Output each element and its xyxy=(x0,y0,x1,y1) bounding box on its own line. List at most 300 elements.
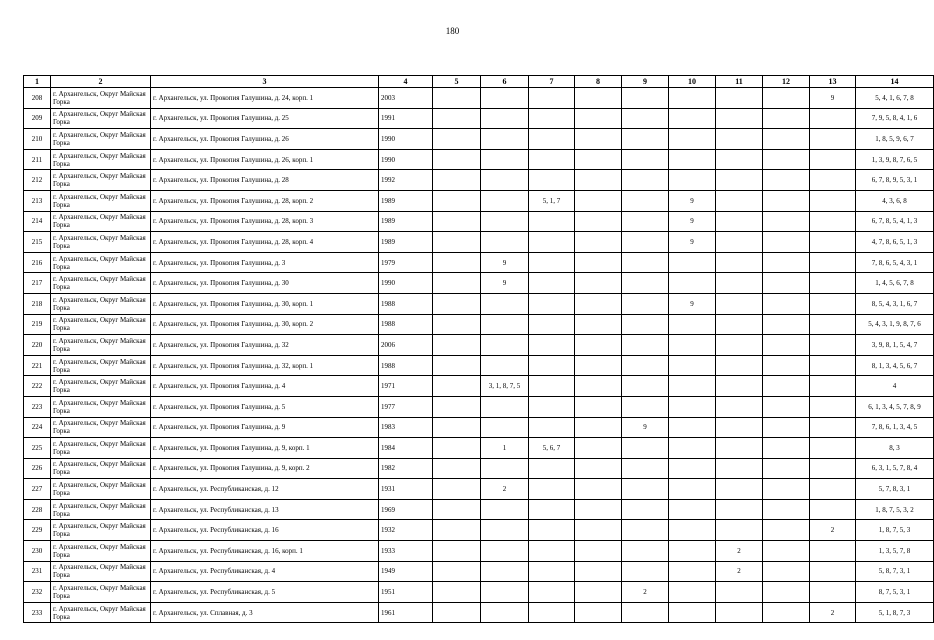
col5-cell xyxy=(433,335,481,356)
col5-cell xyxy=(433,252,481,273)
col13-cell xyxy=(810,108,856,129)
col14-cell: 5, 4, 1, 6, 7, 8 xyxy=(856,88,934,109)
col6-cell xyxy=(481,129,529,150)
col9-cell xyxy=(622,314,669,335)
col13-cell xyxy=(810,376,856,397)
col9-cell xyxy=(622,438,669,459)
col10-cell xyxy=(669,458,716,479)
address-cell: г. Архангельск, ул. Прокопия Галушина, д. 26, корп. 1 xyxy=(151,149,379,170)
col5-cell xyxy=(433,355,481,376)
year-cell: 1983 xyxy=(379,417,433,438)
address-cell: г. Архангельск, ул. Республиканская, д. 12 xyxy=(151,479,379,500)
col13-cell: 2 xyxy=(810,520,856,541)
year-cell: 1961 xyxy=(379,602,433,623)
col8-cell xyxy=(575,88,622,109)
table-row xyxy=(24,561,934,582)
col14-cell: 4, 3, 6, 8 xyxy=(856,190,934,211)
col7-cell: 5, 1, 7 xyxy=(529,190,575,211)
col10-cell xyxy=(669,438,716,459)
col10-cell: 9 xyxy=(669,211,716,232)
col6-cell xyxy=(481,458,529,479)
col7-cell xyxy=(529,479,575,500)
address-cell: г. Архангельск, ул. Прокопия Галушина, д. 9, корп. 1 xyxy=(151,438,379,459)
row-number: 230 xyxy=(24,541,51,562)
col11-cell xyxy=(716,479,763,500)
col6-cell xyxy=(481,108,529,129)
col9-cell xyxy=(622,232,669,253)
col14-cell: 7, 8, 6, 1, 3, 4, 5 xyxy=(856,417,934,438)
col14-cell: 4, 7, 8, 6, 5, 1, 3 xyxy=(856,232,934,253)
col14-cell: 8, 5, 4, 3, 1, 6, 7 xyxy=(856,293,934,314)
col9-cell xyxy=(622,396,669,417)
col8-cell xyxy=(575,252,622,273)
year-cell: 1988 xyxy=(379,314,433,335)
col9-cell xyxy=(622,561,669,582)
col5-cell xyxy=(433,170,481,191)
col10-cell xyxy=(669,376,716,397)
address-cell: г. Архангельск, ул. Прокопия Галушина, д. 9, корп. 2 xyxy=(151,458,379,479)
address-cell: г. Архангельск, ул. Республиканская, д. 4 xyxy=(151,561,379,582)
row-number: 218 xyxy=(24,293,51,314)
col8-cell xyxy=(575,541,622,562)
col13-cell xyxy=(810,211,856,232)
row-number: 216 xyxy=(24,252,51,273)
col8-cell xyxy=(575,108,622,129)
year-cell: 1969 xyxy=(379,499,433,520)
col10-cell xyxy=(669,355,716,376)
year-cell: 1951 xyxy=(379,582,433,603)
column-header: 10 xyxy=(669,76,716,88)
col11-cell xyxy=(716,190,763,211)
col8-cell xyxy=(575,499,622,520)
table-row xyxy=(24,376,934,397)
row-number: 222 xyxy=(24,376,51,397)
locality-cell: г. Архангельск, Округ Майская Горка xyxy=(51,355,151,376)
col9-cell xyxy=(622,376,669,397)
address-cell: г. Архангельск, ул. Прокопия Галушина, д. 30, корп. 1 xyxy=(151,293,379,314)
year-cell: 1992 xyxy=(379,170,433,191)
col9-cell xyxy=(622,170,669,191)
table-body xyxy=(24,88,934,623)
col8-cell xyxy=(575,520,622,541)
table-row xyxy=(24,314,934,335)
col11-cell xyxy=(716,211,763,232)
col11-cell xyxy=(716,88,763,109)
col9-cell xyxy=(622,499,669,520)
col14-cell: 5, 8, 7, 3, 1 xyxy=(856,561,934,582)
row-number: 227 xyxy=(24,479,51,500)
col5-cell xyxy=(433,149,481,170)
col9-cell xyxy=(622,355,669,376)
col12-cell xyxy=(763,252,810,273)
address-cell: г. Архангельск, ул. Прокопия Галушина, д. 3 xyxy=(151,252,379,273)
column-header: 2 xyxy=(51,76,151,88)
year-cell: 1990 xyxy=(379,129,433,150)
col5-cell xyxy=(433,499,481,520)
row-number: 208 xyxy=(24,88,51,109)
col10-cell xyxy=(669,520,716,541)
col9-cell xyxy=(622,541,669,562)
col7-cell xyxy=(529,273,575,294)
column-header: 12 xyxy=(763,76,810,88)
locality-cell: г. Архангельск, Округ Майская Горка xyxy=(51,108,151,129)
locality-cell: г. Архангельск, Округ Майская Горка xyxy=(51,561,151,582)
row-number: 215 xyxy=(24,232,51,253)
col6-cell: 9 xyxy=(481,273,529,294)
col10-cell xyxy=(669,561,716,582)
col13-cell xyxy=(810,335,856,356)
table-row xyxy=(24,520,934,541)
table-row xyxy=(24,252,934,273)
address-cell: г. Архангельск, ул. Прокопия Галушина, д. 24, корп. 1 xyxy=(151,88,379,109)
column-header: 4 xyxy=(379,76,433,88)
col7-cell xyxy=(529,108,575,129)
table-row xyxy=(24,232,934,253)
col10-cell: 9 xyxy=(669,232,716,253)
col13-cell xyxy=(810,293,856,314)
table-row xyxy=(24,170,934,191)
table-row xyxy=(24,211,934,232)
col6-cell xyxy=(481,88,529,109)
col11-cell xyxy=(716,438,763,459)
table-row xyxy=(24,582,934,603)
col5-cell xyxy=(433,396,481,417)
col9-cell xyxy=(622,520,669,541)
col8-cell xyxy=(575,232,622,253)
col14-cell: 6, 7, 8, 9, 5, 3, 1 xyxy=(856,170,934,191)
col10-cell xyxy=(669,170,716,191)
year-cell: 1971 xyxy=(379,376,433,397)
col11-cell xyxy=(716,520,763,541)
year-cell: 1988 xyxy=(379,355,433,376)
column-header: 11 xyxy=(716,76,763,88)
col6-cell xyxy=(481,232,529,253)
col10-cell: 9 xyxy=(669,190,716,211)
col6-cell xyxy=(481,602,529,623)
col9-cell xyxy=(622,293,669,314)
address-cell: г. Архангельск, ул. Республиканская, д. 16 xyxy=(151,520,379,541)
col8-cell xyxy=(575,149,622,170)
header-row xyxy=(24,76,934,88)
col8-cell xyxy=(575,314,622,335)
col12-cell xyxy=(763,335,810,356)
col13-cell xyxy=(810,170,856,191)
col7-cell xyxy=(529,293,575,314)
col8-cell xyxy=(575,582,622,603)
col14-cell: 1, 3, 9, 8, 7, 6, 5 xyxy=(856,149,934,170)
col13-cell xyxy=(810,232,856,253)
locality-cell: г. Архангельск, Округ Майская Горка xyxy=(51,88,151,109)
col6-cell xyxy=(481,582,529,603)
table-row xyxy=(24,499,934,520)
year-cell: 1977 xyxy=(379,396,433,417)
locality-cell: г. Архангельск, Округ Майская Горка xyxy=(51,438,151,459)
col14-cell: 5, 4, 3, 1, 9, 8, 7, 6 xyxy=(856,314,934,335)
col9-cell xyxy=(622,108,669,129)
data-table xyxy=(23,75,934,623)
col14-cell: 7, 8, 6, 5, 4, 3, 1 xyxy=(856,252,934,273)
col9-cell xyxy=(622,190,669,211)
col9-cell xyxy=(622,273,669,294)
locality-cell: г. Архангельск, Округ Майская Горка xyxy=(51,396,151,417)
col5-cell xyxy=(433,458,481,479)
col9-cell xyxy=(622,88,669,109)
table-row xyxy=(24,108,934,129)
col14-cell: 1, 8, 5, 9, 6, 7 xyxy=(856,129,934,150)
table-row xyxy=(24,129,934,150)
col10-cell xyxy=(669,396,716,417)
col9-cell: 9 xyxy=(622,417,669,438)
year-cell: 1931 xyxy=(379,479,433,500)
col7-cell xyxy=(529,252,575,273)
col10-cell xyxy=(669,273,716,294)
col8-cell xyxy=(575,602,622,623)
year-cell: 1979 xyxy=(379,252,433,273)
address-cell: г. Архангельск, ул. Прокопия Галушина, д. 28, корп. 4 xyxy=(151,232,379,253)
col13-cell xyxy=(810,541,856,562)
col13-cell xyxy=(810,273,856,294)
col7-cell xyxy=(529,602,575,623)
col14-cell: 7, 9, 5, 8, 4, 1, 6 xyxy=(856,108,934,129)
year-cell: 1984 xyxy=(379,438,433,459)
column-header: 14 xyxy=(856,76,934,88)
col12-cell xyxy=(763,582,810,603)
address-cell: г. Архангельск, ул. Прокопия Галушина, д. 32, корп. 1 xyxy=(151,355,379,376)
col9-cell xyxy=(622,479,669,500)
col6-cell xyxy=(481,170,529,191)
col13-cell xyxy=(810,252,856,273)
table-row xyxy=(24,190,934,211)
table-row xyxy=(24,273,934,294)
col8-cell xyxy=(575,376,622,397)
col8-cell xyxy=(575,417,622,438)
col7-cell xyxy=(529,458,575,479)
col12-cell xyxy=(763,417,810,438)
address-cell: г. Архангельск, ул. Сплавная, д. 3 xyxy=(151,602,379,623)
row-number: 212 xyxy=(24,170,51,191)
col5-cell xyxy=(433,582,481,603)
col6-cell xyxy=(481,499,529,520)
col14-cell: 1, 8, 7, 5, 3 xyxy=(856,520,934,541)
col7-cell xyxy=(529,170,575,191)
col8-cell xyxy=(575,561,622,582)
col12-cell xyxy=(763,108,810,129)
row-number: 209 xyxy=(24,108,51,129)
row-number: 225 xyxy=(24,438,51,459)
address-cell: г. Архангельск, ул. Прокопия Галушина, д. 26 xyxy=(151,129,379,150)
col12-cell xyxy=(763,458,810,479)
row-number: 219 xyxy=(24,314,51,335)
col6-cell xyxy=(481,293,529,314)
table-row xyxy=(24,458,934,479)
table-row xyxy=(24,438,934,459)
col10-cell xyxy=(669,582,716,603)
col8-cell xyxy=(575,438,622,459)
locality-cell: г. Архангельск, Округ Майская Горка xyxy=(51,170,151,191)
column-header: 8 xyxy=(575,76,622,88)
col5-cell xyxy=(433,438,481,459)
col13-cell xyxy=(810,561,856,582)
column-header: 1 xyxy=(24,76,51,88)
locality-cell: г. Архангельск, Округ Майская Горка xyxy=(51,190,151,211)
table-row xyxy=(24,541,934,562)
col9-cell xyxy=(622,602,669,623)
col5-cell xyxy=(433,273,481,294)
col14-cell: 1, 8, 7, 5, 3, 2 xyxy=(856,499,934,520)
address-cell: г. Архангельск, ул. Прокопия Галушина, д. 28, корп. 3 xyxy=(151,211,379,232)
locality-cell: г. Архангельск, Округ Майская Горка xyxy=(51,149,151,170)
year-cell: 1990 xyxy=(379,149,433,170)
col7-cell xyxy=(529,232,575,253)
col14-cell: 4 xyxy=(856,376,934,397)
col8-cell xyxy=(575,129,622,150)
row-number: 226 xyxy=(24,458,51,479)
col6-cell xyxy=(481,314,529,335)
col7-cell: 5, 6, 7 xyxy=(529,438,575,459)
col12-cell xyxy=(763,520,810,541)
col8-cell xyxy=(575,396,622,417)
col8-cell xyxy=(575,355,622,376)
col11-cell xyxy=(716,232,763,253)
locality-cell: г. Архангельск, Округ Майская Горка xyxy=(51,458,151,479)
col5-cell xyxy=(433,479,481,500)
col10-cell xyxy=(669,602,716,623)
year-cell: 1982 xyxy=(379,458,433,479)
col6-cell: 1 xyxy=(481,438,529,459)
table-row xyxy=(24,88,934,109)
col12-cell xyxy=(763,376,810,397)
col5-cell xyxy=(433,541,481,562)
locality-cell: г. Архангельск, Округ Майская Горка xyxy=(51,417,151,438)
locality-cell: г. Архангельск, Округ Майская Горка xyxy=(51,479,151,500)
table-row xyxy=(24,602,934,623)
col7-cell xyxy=(529,376,575,397)
col10-cell xyxy=(669,479,716,500)
col7-cell xyxy=(529,129,575,150)
col7-cell xyxy=(529,396,575,417)
col14-cell: 5, 1, 8, 7, 3 xyxy=(856,602,934,623)
row-number: 229 xyxy=(24,520,51,541)
locality-cell: г. Архангельск, Округ Майская Горка xyxy=(51,499,151,520)
col8-cell xyxy=(575,479,622,500)
address-cell: г. Архангельск, ул. Прокопия Галушина, д. 5 xyxy=(151,396,379,417)
year-cell: 1989 xyxy=(379,232,433,253)
table-row xyxy=(24,355,934,376)
col9-cell xyxy=(622,129,669,150)
col14-cell: 3, 9, 8, 1, 5, 4, 7 xyxy=(856,335,934,356)
col7-cell xyxy=(529,88,575,109)
column-header: 5 xyxy=(433,76,481,88)
year-cell: 1989 xyxy=(379,190,433,211)
year-cell: 2003 xyxy=(379,88,433,109)
col12-cell xyxy=(763,190,810,211)
col14-cell: 5, 7, 8, 3, 1 xyxy=(856,479,934,500)
col5-cell xyxy=(433,190,481,211)
column-header: 13 xyxy=(810,76,856,88)
address-cell: г. Архангельск, ул. Республиканская, д. 5 xyxy=(151,582,379,603)
col6-cell xyxy=(481,211,529,232)
col9-cell xyxy=(622,252,669,273)
col14-cell: 8, 1, 3, 4, 5, 6, 7 xyxy=(856,355,934,376)
locality-cell: г. Архангельск, Округ Майская Горка xyxy=(51,273,151,294)
col10-cell xyxy=(669,417,716,438)
col11-cell: 2 xyxy=(716,561,763,582)
col5-cell xyxy=(433,293,481,314)
col7-cell xyxy=(529,211,575,232)
col7-cell xyxy=(529,314,575,335)
row-number: 214 xyxy=(24,211,51,232)
col6-cell xyxy=(481,396,529,417)
col11-cell xyxy=(716,314,763,335)
col12-cell xyxy=(763,149,810,170)
locality-cell: г. Архангельск, Округ Майская Горка xyxy=(51,314,151,335)
col9-cell xyxy=(622,458,669,479)
col5-cell xyxy=(433,129,481,150)
locality-cell: г. Архангельск, Округ Майская Горка xyxy=(51,541,151,562)
locality-cell: г. Архангельск, Округ Майская Горка xyxy=(51,232,151,253)
col14-cell: 1, 4, 5, 6, 7, 8 xyxy=(856,273,934,294)
col8-cell xyxy=(575,335,622,356)
col10-cell xyxy=(669,149,716,170)
col12-cell xyxy=(763,211,810,232)
address-cell: г. Архангельск, ул. Прокопия Галушина, д. 30, корп. 2 xyxy=(151,314,379,335)
table-row xyxy=(24,335,934,356)
col5-cell xyxy=(433,232,481,253)
col10-cell xyxy=(669,314,716,335)
col5-cell xyxy=(433,561,481,582)
col7-cell xyxy=(529,417,575,438)
col12-cell xyxy=(763,438,810,459)
col14-cell: 6, 1, 3, 4, 5, 7, 8, 9 xyxy=(856,396,934,417)
col12-cell xyxy=(763,170,810,191)
col13-cell: 2 xyxy=(810,602,856,623)
row-number: 231 xyxy=(24,561,51,582)
col5-cell xyxy=(433,88,481,109)
col11-cell xyxy=(716,335,763,356)
col10-cell xyxy=(669,129,716,150)
col14-cell: 6, 3, 1, 5, 7, 8, 4 xyxy=(856,458,934,479)
locality-cell: г. Архангельск, Округ Майская Горка xyxy=(51,602,151,623)
col13-cell xyxy=(810,438,856,459)
col12-cell xyxy=(763,129,810,150)
col5-cell xyxy=(433,417,481,438)
column-header: 6 xyxy=(481,76,529,88)
col5-cell xyxy=(433,314,481,335)
address-cell: г. Архангельск, ул. Прокопия Галушина, д. 32 xyxy=(151,335,379,356)
col6-cell xyxy=(481,541,529,562)
col13-cell xyxy=(810,458,856,479)
col11-cell xyxy=(716,273,763,294)
year-cell: 1932 xyxy=(379,520,433,541)
col9-cell: 2 xyxy=(622,582,669,603)
address-cell: г. Архангельск, ул. Республиканская, д. 13 xyxy=(151,499,379,520)
col10-cell: 9 xyxy=(669,293,716,314)
col11-cell xyxy=(716,582,763,603)
address-cell: г. Архангельск, ул. Прокопия Галушина, д. 4 xyxy=(151,376,379,397)
col13-cell xyxy=(810,129,856,150)
col5-cell xyxy=(433,211,481,232)
col5-cell xyxy=(433,376,481,397)
row-number: 210 xyxy=(24,129,51,150)
row-number: 223 xyxy=(24,396,51,417)
col13-cell xyxy=(810,149,856,170)
col8-cell xyxy=(575,170,622,191)
col10-cell xyxy=(669,335,716,356)
col6-cell: 9 xyxy=(481,252,529,273)
col5-cell xyxy=(433,520,481,541)
col11-cell xyxy=(716,108,763,129)
col7-cell xyxy=(529,561,575,582)
